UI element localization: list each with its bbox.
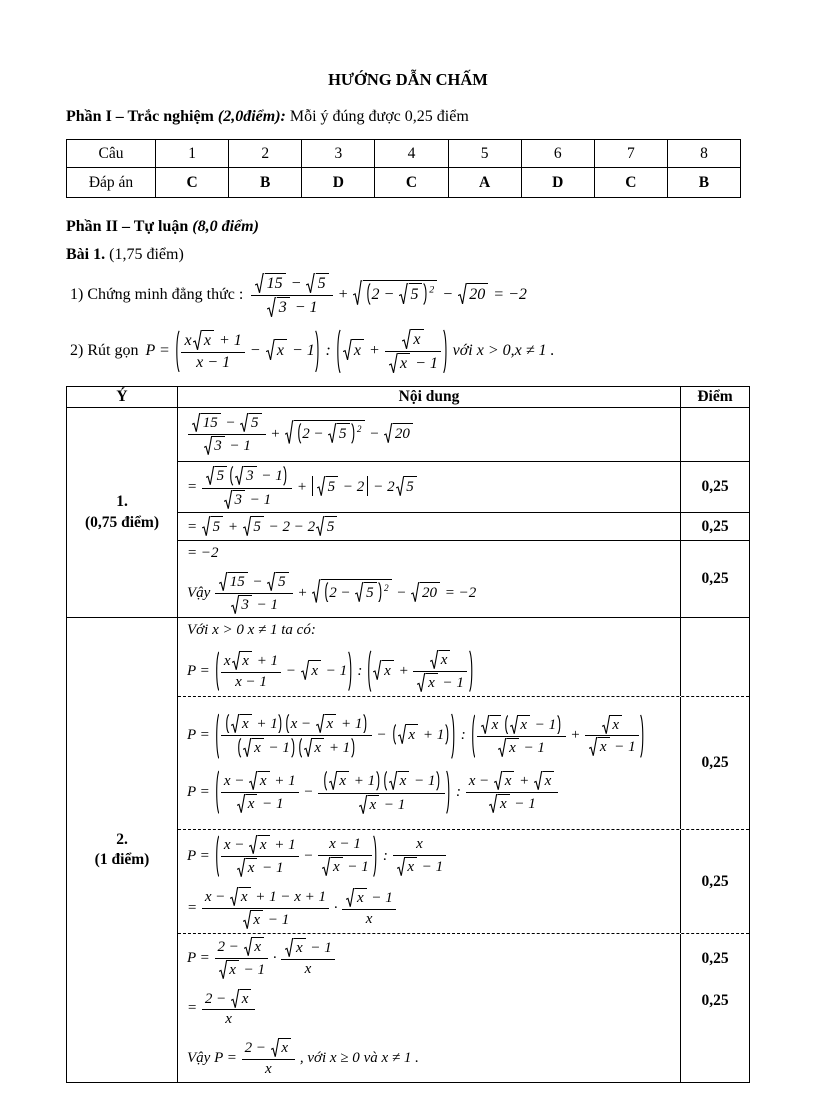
diem-cell — [680, 830, 749, 933]
table-row — [178, 933, 749, 1081]
problem-1-line — [66, 270, 750, 320]
part2-heading-italic: (8,0 điểm) — [188, 218, 259, 235]
problem-1-math: 15 − 5 3 − 1 + 2 − 5 $^2$ − 20 = −2 — [250, 273, 527, 318]
grading-table — [66, 386, 750, 1083]
math-line: = x − x + 1 − x + 1 x − 1 · $\frac{x - 1}{x}$ — [187, 887, 397, 929]
header-noidung: Nội dung — [398, 388, 460, 405]
math-line: Vậy P = 2 − x x , với x ≥ 0 và x ≠ 1 . — [187, 1040, 419, 1077]
section-2-points: (1 điểm) — [94, 850, 150, 868]
diem-cell — [680, 697, 749, 829]
table-row-questions — [67, 140, 741, 168]
section-2-label-cell — [67, 618, 178, 1081]
table-row — [178, 540, 749, 617]
question-number: 2 — [229, 140, 302, 168]
math-line: P = x + 1 x − x + 1 x − 1 x + 1 − x + 1 : x x − 1 x − 1 + $\frac{x}{x - 1}$ — [187, 712, 646, 760]
diem-cell — [680, 618, 749, 696]
table-row — [178, 618, 749, 696]
noidung-cell — [178, 541, 680, 617]
question-number: 5 — [448, 140, 521, 168]
part1-heading-normal: Mỗi ý đúng được 0,25 điểm — [285, 108, 469, 125]
noidung-cell — [178, 934, 680, 1081]
question-number: 1 — [156, 140, 229, 168]
header-y: Ý — [67, 387, 178, 407]
answer-letter: D — [521, 168, 594, 198]
part1-heading-italic: (2,0điểm): — [213, 108, 286, 125]
answer-letter: B — [229, 168, 302, 198]
math-line: Với x > 0 x ≠ 1 ta có: — [187, 622, 316, 639]
diem-cell — [680, 408, 749, 461]
noidung-cell — [178, 408, 680, 461]
answer-letter: B — [667, 168, 740, 198]
table-row — [178, 461, 749, 512]
answer-letter: A — [448, 168, 521, 198]
score-value: 0,25 — [701, 872, 729, 890]
row-label-cau: Câu — [67, 140, 156, 168]
problem-1-label: 1) Chứng minh đẳng thức : — [70, 286, 244, 303]
noidung-cell — [178, 830, 680, 933]
table-section-2 — [67, 617, 749, 1081]
table-row — [178, 829, 749, 933]
table-section-1 — [67, 407, 749, 617]
grading-table-header — [67, 387, 749, 407]
problem-2-label: 2) Rút gọn — [70, 342, 139, 359]
noidung-cell — [178, 513, 680, 540]
part1-heading — [66, 108, 750, 126]
section-2-rows — [178, 618, 749, 1081]
section-1-points: (0,75 điểm) — [84, 513, 160, 531]
math-line: = −2 — [187, 545, 219, 562]
answer-letter: C — [594, 168, 667, 198]
question-number: 6 — [521, 140, 594, 168]
section-1-rows — [178, 408, 749, 617]
page-title: HƯỚNG DẪN CHẤM — [328, 70, 488, 89]
table-row — [178, 408, 749, 461]
math-line: = 5 3 − 1 3 − 1 + 5 − 2 − 2 5 — [187, 465, 418, 509]
bai1-normal: (1,75 điểm) — [105, 246, 184, 263]
bai1-heading — [66, 246, 750, 264]
section-1-number: 1. — [116, 493, 128, 511]
math-line: P = x − x + 1 x − 1 − x + 1 x − 1 x − 1 : x − x + x x − 1 — [187, 769, 559, 815]
math-line: 15 − 5 3 − 1 + 2 − 5 $^2$ − 20 — [187, 413, 414, 455]
bai1-bold: Bài 1. — [66, 246, 106, 263]
section-2-number: 2. — [116, 830, 128, 848]
diem-cell — [680, 462, 749, 512]
problem-2-math: P = x x + 1 x − 1 − x − 1 : x + $\frac{x}{x - 1}$ với x > 0,x ≠ 1 . — [145, 330, 555, 372]
part2-heading — [66, 218, 750, 236]
diem-cell — [680, 513, 749, 540]
math-line: P = x − x + 1 x − 1 − $\frac{x - 1}{x - 1}$ : $\frac{x}{x - 1}$ — [187, 834, 447, 878]
answer-letter: D — [302, 168, 375, 198]
diem-cell — [680, 541, 749, 617]
answer-letter: C — [156, 168, 229, 198]
score-value: 0,25 — [701, 754, 729, 772]
part2-heading-bold: Phần II – Tự luận — [66, 218, 189, 235]
noidung-cell — [178, 462, 680, 512]
question-number: 8 — [667, 140, 740, 168]
math-line: P = x x + 1 x − 1 − x − 1 : x + $\frac{x}{x - 1}$ — [187, 649, 474, 693]
table-row — [178, 696, 749, 829]
question-number: 7 — [594, 140, 667, 168]
score-value: 0,25 — [701, 478, 729, 496]
score-value: 0,25 — [701, 570, 729, 588]
score-value: 0,25 — [701, 517, 729, 535]
row-label-dapan: Đáp án — [67, 168, 156, 198]
math-line: P = 2 − x x − 1 · $\frac{x - 1}{x}$ — [187, 937, 336, 979]
score-value: 0,25 — [701, 992, 729, 1010]
table-row — [178, 512, 749, 540]
answer-letter: C — [375, 168, 448, 198]
math-line: Vậy 15 − 5 3 − 1 + 2 − 5 $^2$ − 20 = −2 — [187, 573, 477, 613]
problem-2-line — [66, 326, 750, 376]
math-line: = 2 − x x — [187, 989, 256, 1029]
part1-heading-bold: Phần I – Trắc nghiệm — [66, 108, 214, 125]
diem-cell — [680, 934, 749, 1081]
table-row-answers — [67, 168, 741, 198]
math-line: = 5 + 5 − 2 − 2 5 — [187, 516, 338, 537]
score-value: 0,25 — [701, 950, 729, 968]
noidung-cell — [178, 618, 680, 696]
noidung-cell — [178, 697, 680, 829]
header-diem: Điểm — [680, 387, 749, 407]
question-number: 4 — [375, 140, 448, 168]
answer-key-table — [66, 139, 741, 198]
question-number: 3 — [302, 140, 375, 168]
section-1-label-cell — [67, 408, 178, 617]
